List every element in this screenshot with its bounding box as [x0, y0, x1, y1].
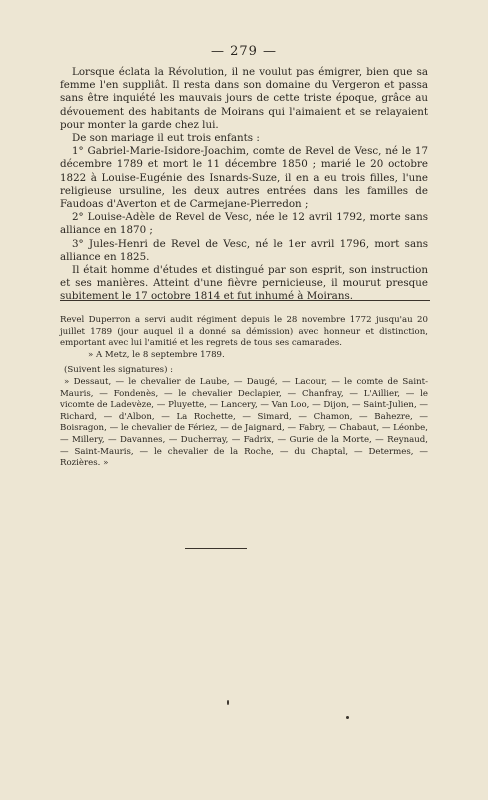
paragraph: 1° Gabriel-Marie-Isidore-Joachim, comte de Revel de Vesc, né le 17 décembre 1789 et mort le 11 décembre 1850 ; marié le 20 octobre 1822 à Louise-Eugénie des Isnards-Suze, il en a eu trois filles, l'une religieuse ursuline, les deux autres entrées dans les familles de Faudoas d'Averton et de Carmejane-Pierredon ; — [60, 145, 428, 211]
end-rule — [185, 548, 247, 549]
paragraph: Lorsque éclata la Révolution, il ne voulut pas émigrer, bien que sa femme l'en suppliât. Il resta dans son domaine du Vergeron et passa sans être inquiété les mauvais jours de cette triste époque, grâce au dévouement des habitants de Moirans qui l'aimaient et se relayaient pour monter la garde chez lui. — [60, 66, 428, 131]
paragraph: Il était homme d'études et distingué par son esprit, son instruction et ses manières. Atteint d'une fièvre pernicieuse, il mourut presque subitement le 17 octobre 1814 et fut inhumé à Moirans. — [60, 264, 428, 303]
footnote-dateline: » A Metz, le 8 septembre 1789. — [88, 349, 225, 360]
paragraph: De son mariage il eut trois enfants : — [72, 132, 260, 145]
main-text — [60, 66, 428, 304]
page-number: — 279 — — [210, 44, 278, 59]
footnote-signatures-heading: (Suivent les signatures) : — [64, 365, 174, 376]
paragraph: 3° Jules-Henri de Revel de Vesc, né le 1er avril 1796, mort sans alliance en 1825. — [60, 237, 428, 263]
footnote — [60, 315, 428, 470]
paper-speck — [346, 716, 349, 719]
footnote-signatures: » Dessaut, — le chevalier de Laube, — Daugé, — Lacour, — le comte de Saint-Mauris, — Fondenès, — le chevalier Declapier, — Chanfray, — L'Aillier, — le vicomte de Ladevèze, — Pluyette, — Lancery, — Van Loo, — Dijon, — Saint-Julien, — Richard, — d'Albon, — La Rochette, — Simard, — Chamon, — Bahezre, — Boisragon, — le chevalier de Fériez, — de Jaignard, — Fabry, — Chabaut, — Léonbe, — Millery, — Davannes, — Ducherray, — Fadrix, — Gurie de la Morte, — Reynaud, — Saint-Mauris, — le chevalier de la Roche, — du Chaptal, — Determes, — Rozières. » — [60, 376, 429, 469]
footnote-text: Revel Duperron a servi audit régiment depuis le 28 novembre 1772 jusqu'au 20 juillet 1789 (jour auquel il a donné sa démission) avec honneur et distinction, emportant avec lui l'amitié et les regrets de tous ses camarades. — [60, 315, 428, 349]
paragraph: 2° Louise-Adèle de Revel de Vesc, née le 12 avril 1792, morte sans alliance en 1870 ; — [60, 211, 428, 237]
footnote-separator — [60, 300, 430, 301]
paper-speck — [227, 700, 229, 705]
